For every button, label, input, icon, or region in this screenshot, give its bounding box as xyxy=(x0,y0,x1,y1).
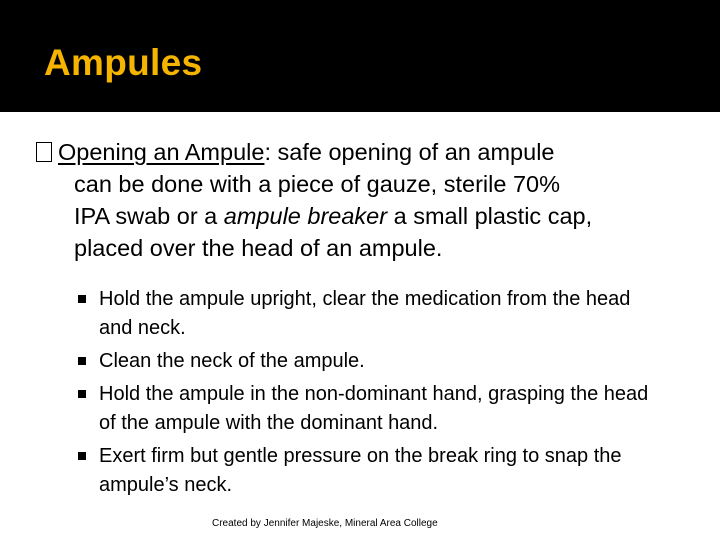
square-bullet-icon xyxy=(78,390,86,398)
square-bullet-icon xyxy=(78,295,86,303)
sub-point xyxy=(78,442,658,500)
main-point-line4: placed over the head of an ampule. xyxy=(74,235,443,261)
sub-point-text: Hold the ampule upright, clear the medication from the head and neck. xyxy=(99,288,631,339)
main-point-line3-post: a small plastic cap, xyxy=(387,203,593,229)
title-bar xyxy=(0,0,720,112)
main-point-line1: : safe opening of an ampule xyxy=(264,139,555,165)
sub-point xyxy=(78,285,658,343)
main-point-emphasis: ampule breaker xyxy=(223,203,388,229)
sub-point-text: Hold the ampule in the non-dominant hand, grasping the head of the ampule with the dominant hand. xyxy=(99,383,649,434)
main-point-line2: can be done with a piece of gauze, sterile 70% xyxy=(74,171,560,197)
sub-point-list xyxy=(78,285,658,504)
slide-title: Ampules xyxy=(44,42,203,83)
footer-credit: Created by Jennifer Majeske, Mineral Area College xyxy=(212,518,438,529)
sub-point xyxy=(78,380,658,438)
sub-point-text: Clean the neck of the ampule. xyxy=(99,350,365,372)
main-point-line3 xyxy=(34,200,674,232)
sub-point xyxy=(78,347,658,376)
sub-point-text: Exert firm but gentle pressure on the break ring to snap the ampule’s neck. xyxy=(99,445,622,496)
main-point xyxy=(34,136,674,264)
main-point-line3-pre: IPA swab or a xyxy=(74,203,224,229)
slide-body xyxy=(0,112,720,540)
main-point-heading: Opening an Ampule xyxy=(58,139,265,165)
square-bullet-icon xyxy=(78,452,86,460)
square-bullet-icon xyxy=(78,357,86,365)
bullet-box-icon xyxy=(36,142,52,162)
